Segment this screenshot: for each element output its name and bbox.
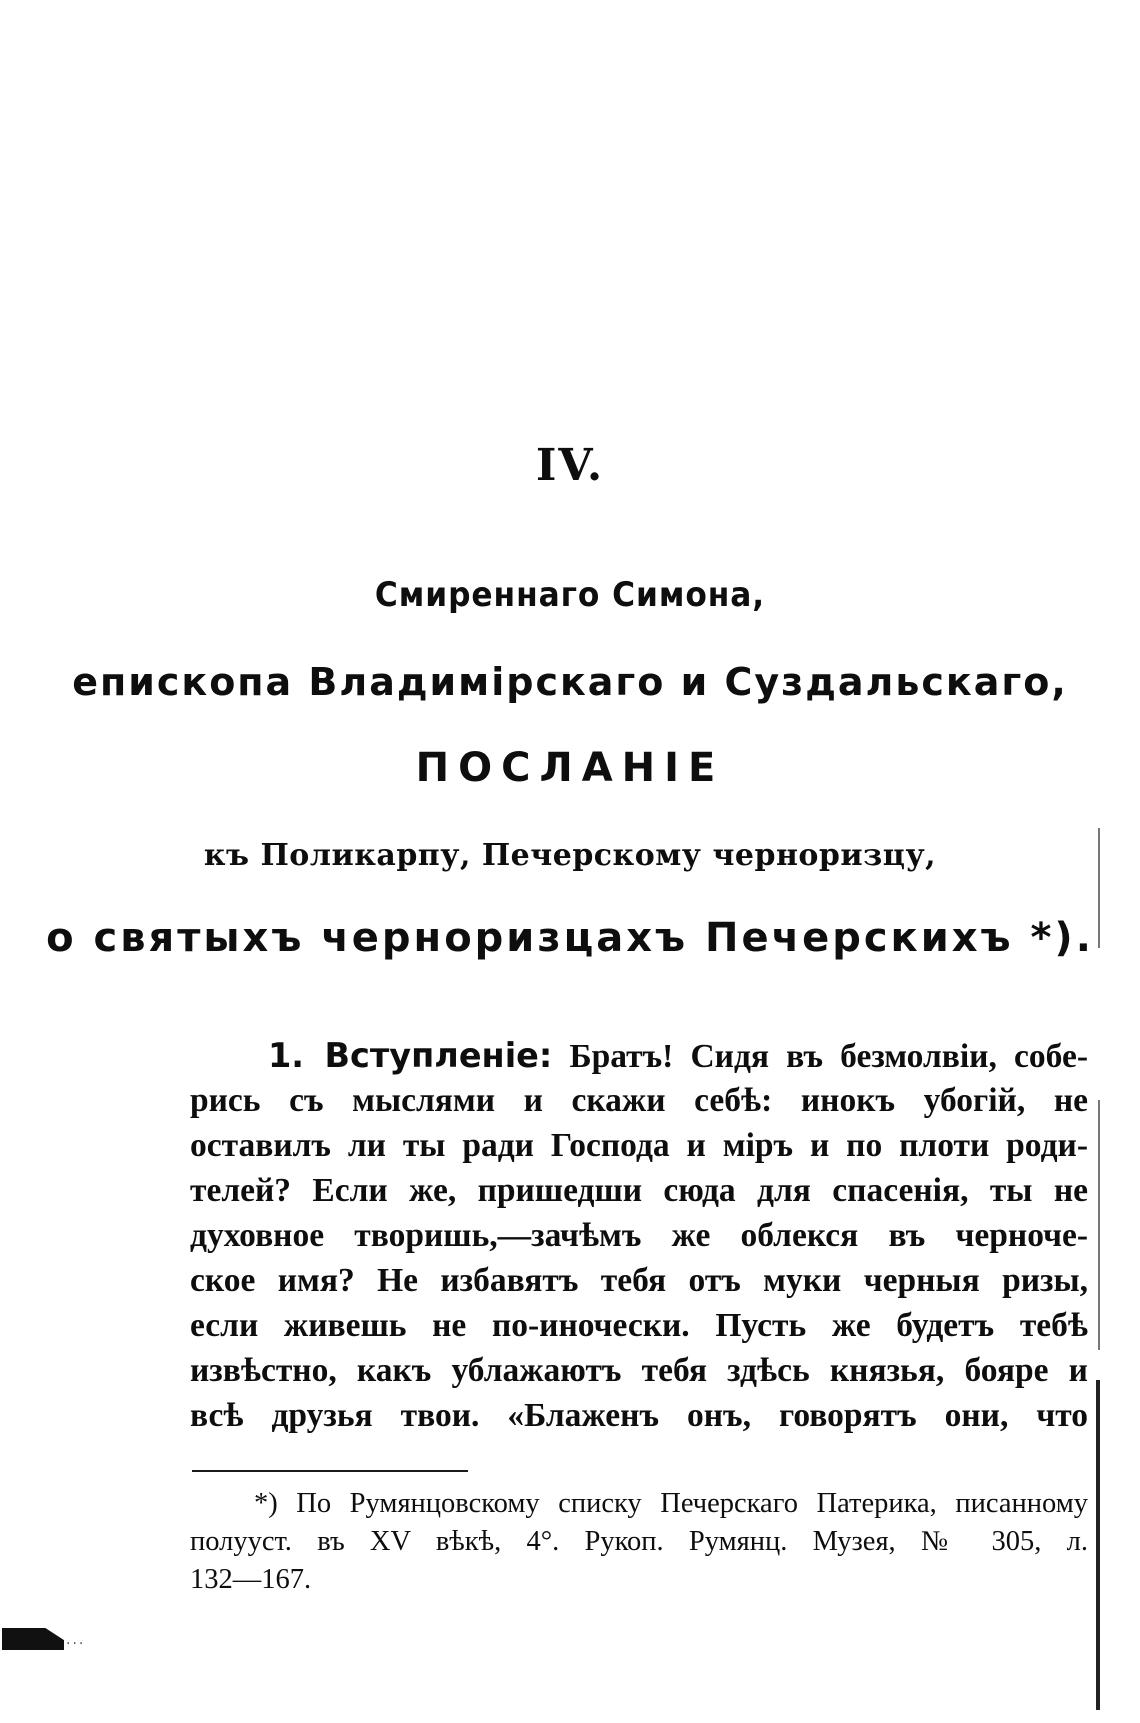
heading-author: Смиреннаго Симона, [374, 575, 766, 615]
footnote-divider [192, 1470, 468, 1472]
footnote-line: 132—167. [190, 1564, 312, 1595]
chapter-number: IV. [535, 440, 605, 491]
body-paragraph [190, 1033, 1088, 1438]
footnote-line: *) По Румянцовскому списку Печерскаго Патерика, писанному [254, 1488, 1088, 1519]
heading-bishop: епископа Владимірскаго и Суздальскаго, [72, 660, 1068, 704]
heading-subject: о святыхъ черноризцахъ Печерскихъ *). [46, 915, 1094, 961]
body-line: ское имя? Не избавятъ тебя отъ муки черныя ризы, [190, 1262, 1088, 1299]
margin-scan-line [1096, 1380, 1100, 1710]
heading-title: ПОСЛАНІЕ [415, 745, 725, 791]
margin-scan-line [1098, 1100, 1100, 1350]
body-line: извѣстно, какъ ублажаютъ тебя здѣсь князья, бояре и [190, 1352, 1088, 1389]
body-line: если живешь не по-иночески. Пусть же будетъ тебѣ [190, 1307, 1088, 1344]
footnote [190, 1485, 1088, 1599]
scan-corner-dots: ··· [66, 1636, 86, 1652]
body-line: духовное творишь,—зачѣмъ же облекся въ черноче- [190, 1217, 1088, 1254]
footnote-line: полууст. въ XV вѣкѣ, 4°. Рукоп. Румянц. Музея, № 305, л. [190, 1526, 1088, 1557]
body-line-text: Братъ! Сидя въ безмолвіи, собе- [569, 1038, 1088, 1075]
body-line: телей? Если же, пришедши сюда для спасенія, ты не [190, 1172, 1088, 1209]
scan-corner-mark [2, 1628, 64, 1650]
body-line [190, 1033, 1088, 1078]
section-lead: 1. Вступленіе: [268, 1036, 553, 1075]
body-line: всѣ друзья твои. «Блаженъ онъ, говорятъ они, что [190, 1397, 1088, 1434]
body-line: оставилъ ли ты ради Господа и міръ и по плоти роди- [190, 1127, 1088, 1164]
margin-scan-line [1098, 828, 1100, 948]
body-line: рись съ мыслями и скажи себѣ: инокъ убогій, не [190, 1082, 1088, 1119]
heading-addressee: къ Поликарпу, Печерскому черноризцу, [203, 838, 937, 873]
